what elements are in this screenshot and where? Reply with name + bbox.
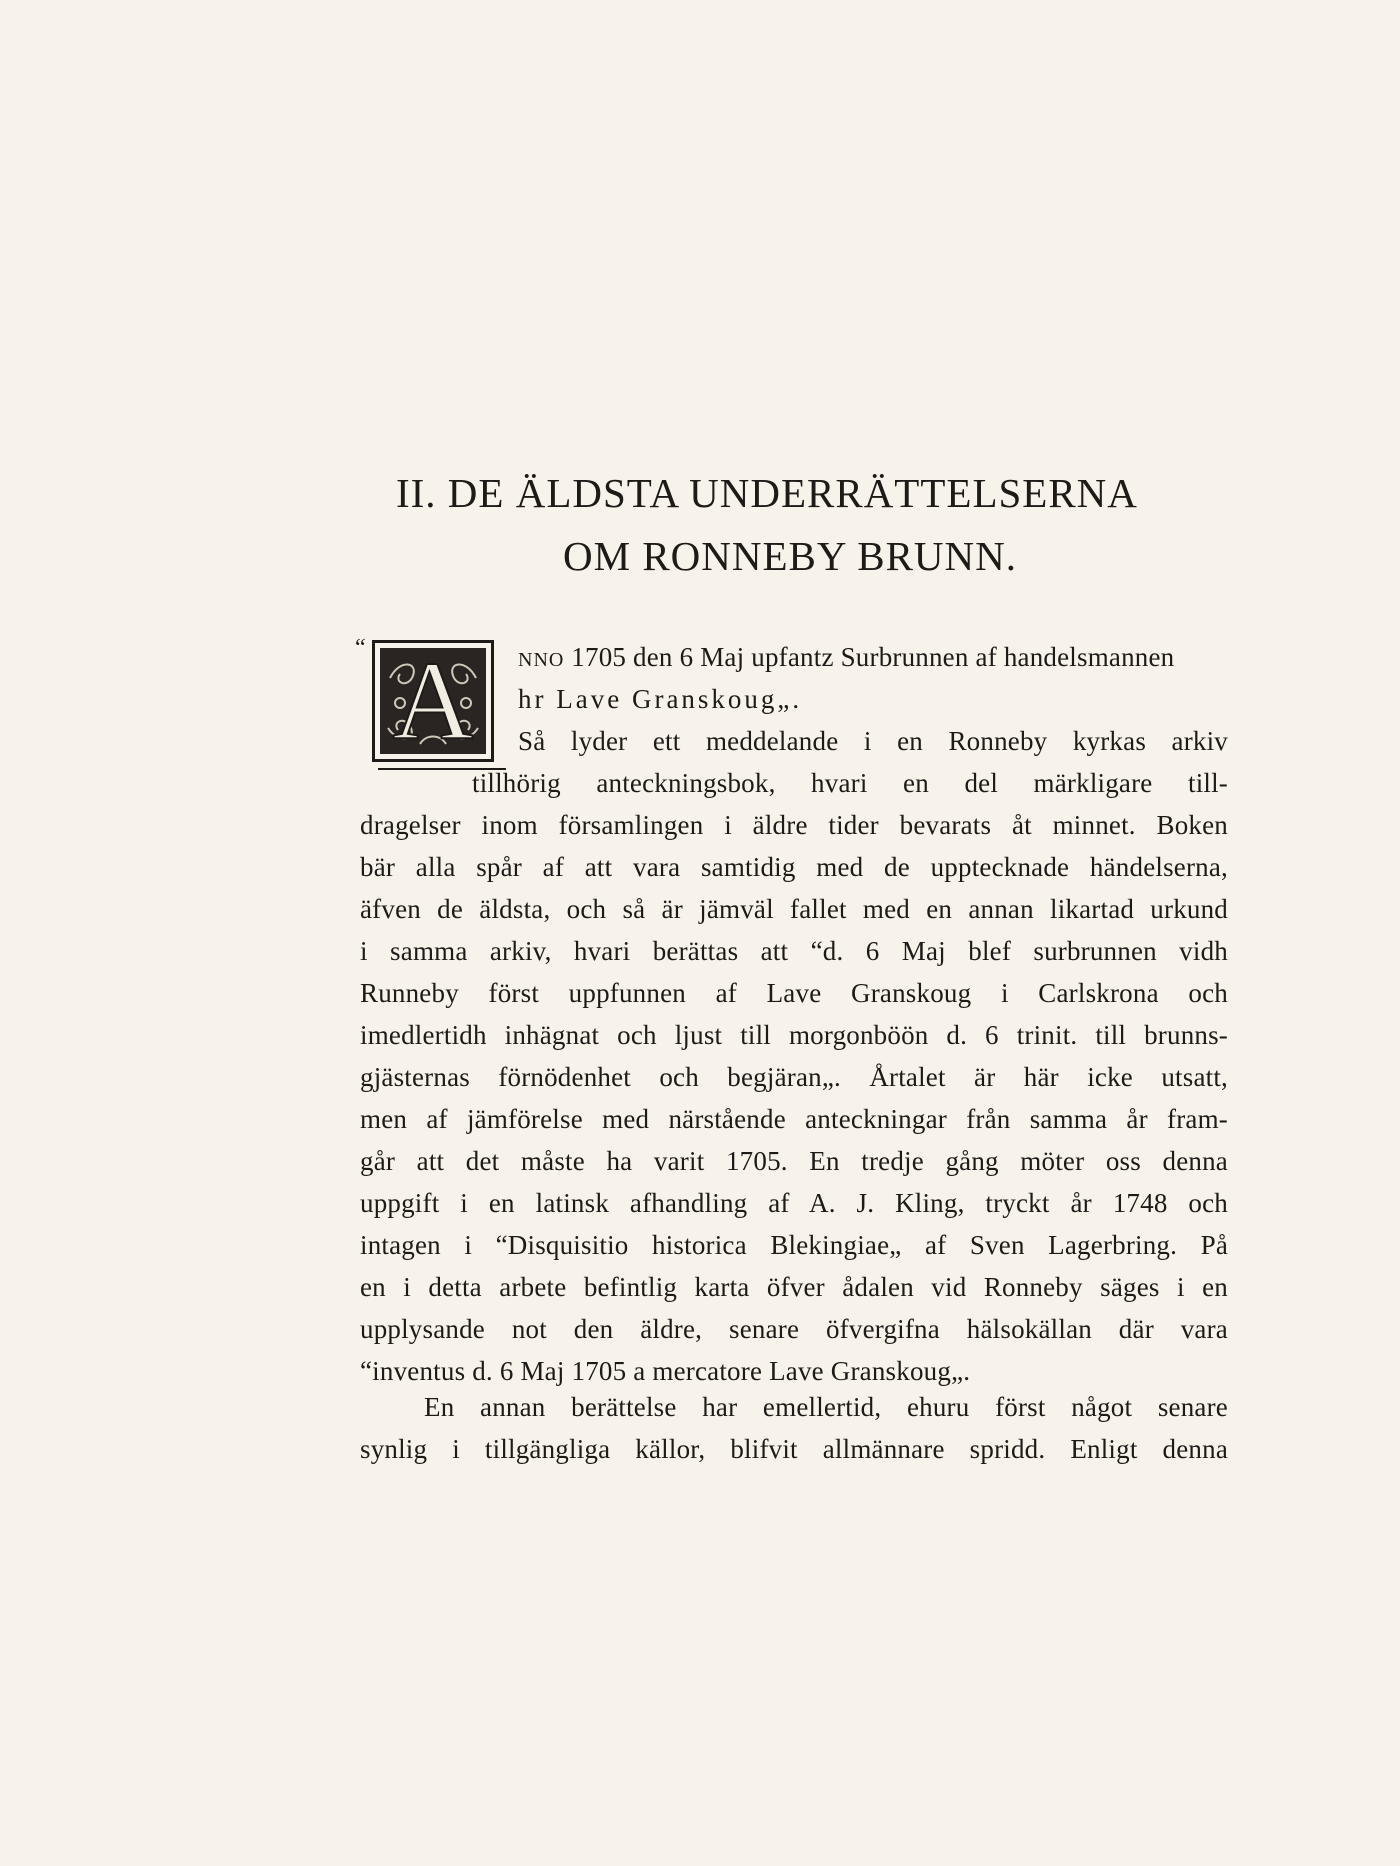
paragraph-line: “inventus d. 6 Maj 1705 a mercatore Lave Granskoug„.: [360, 1356, 971, 1386]
paragraph-line: intagen i “Disquisitio historica Blekingiae„ af Sven Lagerbring. På: [360, 1230, 1228, 1260]
paragraph-line: synlig i tillgängliga källor, blifvit allmännare spridd. Enligt denna: [360, 1434, 1228, 1464]
paragraph-line: imedlertidh inhägnat och ljust till morgonböön d. 6 trinit. till brunns-: [360, 1020, 1228, 1050]
paragraph-line: gjästernas förnödenhet och begjäran„. Årtalet är här icke utsatt,: [360, 1062, 1228, 1092]
chapter-heading: [340, 462, 1240, 588]
paragraph-line: bär alla spår af att vara samtidig med de upptecknade händelserna,: [360, 852, 1228, 882]
opening-lines: [360, 636, 1228, 720]
chapter-title-line-2: OM RONNEBY BRUNN.: [563, 533, 1017, 579]
paragraph-line: äfven de äldsta, och så är jämväl fallet med en annan likartad urkund: [360, 894, 1228, 924]
opening-smallcaps: NNO: [518, 649, 565, 671]
opening-line-1-rest: 1705 den 6 Maj upfantz Surbrunnen af handelsmannen: [564, 642, 1175, 672]
paragraph-line: en i detta arbete befintlig karta öfver ådalen vid Ronneby säges i en: [360, 1272, 1228, 1302]
paragraph-line: En annan berättelse har emellertid, ehuru först något senare: [424, 1392, 1228, 1422]
paragraph-line: men af jämförelse med närstående anteckningar från samma år fram-: [360, 1104, 1228, 1134]
opening-line-1: [360, 636, 1228, 678]
opening-line-2: hr Lave Granskoug„.: [518, 684, 803, 714]
paragraph-line: Runneby först uppfunnen af Lave Granskoug i Carlskrona och: [360, 978, 1228, 1008]
paragraph-line: dragelser inom församlingen i äldre tider bevarats åt minnet. Boken: [360, 810, 1228, 840]
opening-quote-mark: “: [355, 635, 366, 661]
paragraph-line: i samma arkiv, hvari berättas att “d. 6 Maj blef surbrunnen vidh: [360, 936, 1228, 966]
paragraph-line: uppgift i en latinsk afhandling af A. J. Kling, tryckt år 1748 och: [360, 1188, 1228, 1218]
paragraph-2: [360, 1386, 1228, 1470]
chapter-title-line-1: II. DE ÄLDSTA UNDERRÄTTELSERNA: [396, 470, 1138, 516]
dropcap-letter: A: [392, 648, 474, 754]
paragraph-line: går att det måste ha varit 1705. En tredje gång möter oss denna: [360, 1146, 1228, 1176]
paragraph-line: tillhörig anteckningsbok, hvari en del märkligare till-: [472, 768, 1228, 798]
paragraph-1: [360, 720, 1228, 1392]
paragraph-line: upplysande not den äldre, senare öfvergifna hälsokällan där vara: [360, 1314, 1228, 1344]
paragraph-line: Så lyder ett meddelande i en Ronneby kyrkas arkiv: [518, 726, 1228, 756]
